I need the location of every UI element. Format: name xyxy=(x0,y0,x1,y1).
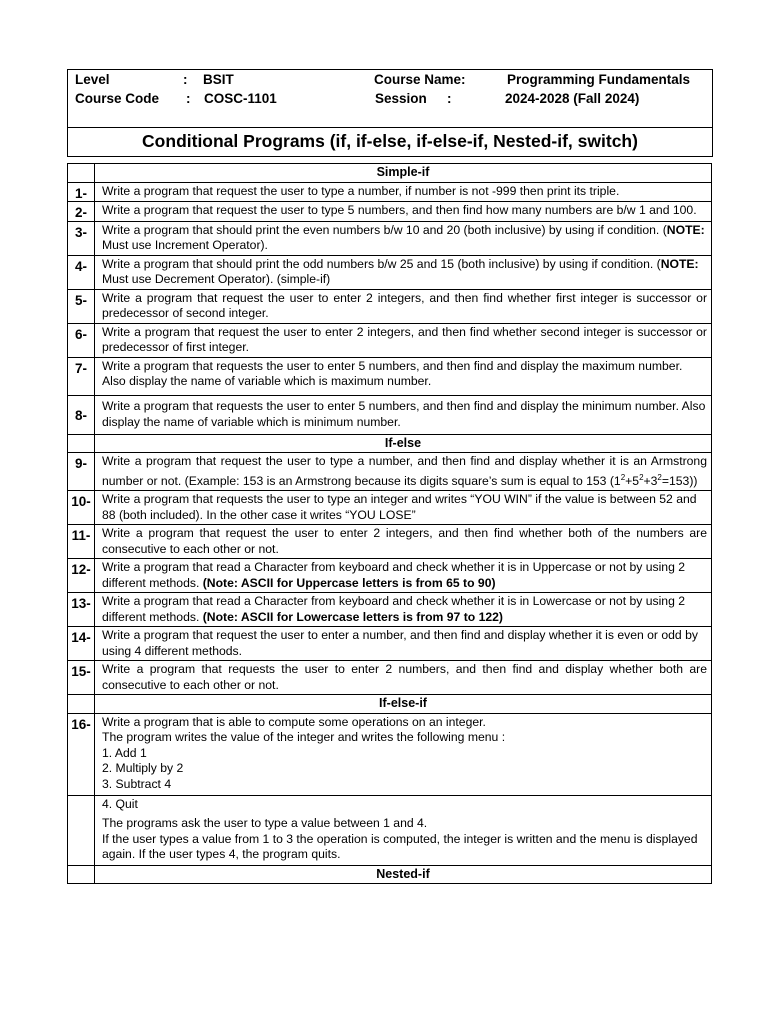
question-text: Write a program that request the user to type a number, if number is not -999 then print its triple. xyxy=(95,182,712,202)
question-row xyxy=(68,713,712,795)
menu-option: 2. Multiply by 2 xyxy=(102,761,184,776)
question-row xyxy=(68,559,712,593)
question-row xyxy=(68,202,712,222)
question-row xyxy=(68,357,712,395)
session-value: 2024-2028 (Fall 2024) xyxy=(505,91,640,106)
question-text-part: Must use Decrement Operator). (simple-if) xyxy=(102,272,331,286)
question-line: If the user types a value from 1 to 3 the operation is computed, the integer is written and the menu is displayed again. If the user types 4, the program quits. xyxy=(102,831,698,862)
course-header xyxy=(67,69,713,157)
course-code-label: Course Code xyxy=(75,91,160,106)
question-line: The programs ask the user to type a value between 1 and 4. xyxy=(102,816,428,831)
question-row xyxy=(68,221,712,255)
question-row xyxy=(68,255,712,289)
question-row xyxy=(68,661,712,695)
level-label: Level xyxy=(75,72,110,87)
question-line: The program writes the value of the integer and writes the following menu : xyxy=(102,730,506,745)
question-number: 13- xyxy=(68,593,95,627)
question-text: Write a program that request the user to enter 2 integers, and then find whether both of the numbers are consecutive to each other or not. xyxy=(95,525,712,559)
question-text-part: +3 xyxy=(643,473,658,488)
question-text: Write a program that requests the user to enter 2 numbers, and then find and display whether both are consecutive to each other or not. xyxy=(95,661,712,695)
question-text xyxy=(95,453,712,491)
question-text-part: Write a program that read a Character from keyboard and check whether it is in Uppercase or not by using 2 different methods. xyxy=(102,560,686,590)
section-if-else-if: If-else-if xyxy=(95,695,712,714)
question-text xyxy=(95,559,712,593)
session-colon: : xyxy=(447,91,452,106)
question-text: Write a program that requests the user to enter 5 numbers, and then find and display the maximum number. Also display the name of variable which is maximum number. xyxy=(95,357,712,395)
course-info xyxy=(68,70,712,128)
question-text: Write a program that requests the user to enter 5 numbers, and then find and display the minimum number. Also display the name of variable which is minimum number. xyxy=(95,395,712,434)
question-number: 15- xyxy=(68,661,95,695)
question-row xyxy=(68,627,712,661)
question-row xyxy=(68,491,712,525)
section-if-else: If-else xyxy=(95,434,712,453)
question-text-part: +5 xyxy=(625,473,640,488)
question-row xyxy=(68,453,712,491)
level-value: BSIT xyxy=(203,72,234,87)
question-number: 7- xyxy=(68,357,95,395)
question-text: Write a program that requests the user to type an integer and writes “YOU WIN” if the value is between 52 and 88 (both included). In the other case it writes “YOU LOSE” xyxy=(95,491,712,525)
question-text xyxy=(95,795,712,865)
question-text: Write a program that request the user to enter a number, and then find and display whether it is even or odd by using 4 different methods. xyxy=(95,627,712,661)
question-text-part: Must use Increment Operator). xyxy=(102,238,268,252)
question-text-part: Write a program that should print the even numbers b/w 10 and 20 (both inclusive) by using if condition. ( xyxy=(102,222,667,237)
question-text: Write a program that request the user to enter 2 integers, and then find whether first integer is successor or predecessor of second integer. xyxy=(95,289,712,323)
course-name-label: Course Name: xyxy=(374,72,466,87)
question-text xyxy=(95,221,712,255)
question-number: 1- xyxy=(68,182,95,202)
question-number: 12- xyxy=(68,559,95,593)
level-colon: : xyxy=(183,72,188,87)
note-label: NOTE: xyxy=(666,222,705,237)
question-row xyxy=(68,323,712,357)
note-label: (Note: ASCII for Lowercase letters is from 97 to 122) xyxy=(202,609,503,624)
session-label: Session xyxy=(375,91,427,106)
menu-option: 4. Quit xyxy=(102,796,138,811)
question-text: Write a program that request the user to enter 2 integers, and then find whether second integer is successor or predecessor of first integer. xyxy=(95,323,712,357)
note-label: (Note: ASCII for Uppercase letters is from 65 to 90) xyxy=(202,575,496,590)
question-row-continued xyxy=(68,795,712,865)
superscript: 2 xyxy=(657,472,662,482)
question-text xyxy=(95,255,712,289)
question-text-part: Write a program that read a Character from keyboard and check whether it is in Lowercase or not by using 2 different methods. xyxy=(102,594,686,624)
document-page xyxy=(67,69,712,157)
question-number: 6- xyxy=(68,323,95,357)
question-number: 10- xyxy=(68,491,95,525)
question-row xyxy=(68,395,712,434)
question-text: Write a program that request the user to type 5 numbers, and then find how many numbers are b/w 1 and 100. xyxy=(95,202,712,222)
menu-option: 3. Subtract 4 xyxy=(102,776,172,791)
question-text-part: Write a program that should print the odd numbers b/w 25 and 15 (both inclusive) by using if condition. ( xyxy=(102,256,661,271)
section-row xyxy=(68,695,712,714)
question-number: 9- xyxy=(68,453,95,491)
question-number: 5- xyxy=(68,289,95,323)
section-row xyxy=(68,434,712,453)
question-text xyxy=(95,713,712,795)
course-code-value: COSC-1101 xyxy=(204,91,277,106)
note-label: NOTE: xyxy=(660,256,699,271)
superscript: 2 xyxy=(639,472,644,482)
question-row xyxy=(68,525,712,559)
section-row xyxy=(68,865,712,884)
superscript: 2 xyxy=(620,472,626,482)
section-simple-if: Simple-if xyxy=(95,164,712,183)
question-row xyxy=(68,182,712,202)
question-text-part: Write a program that request the user to type a number, and then find and display whether it is an Armstrong number or not. (Example: 153 is an Armstrong because its digits square’s sum is equal to 153 (1 xyxy=(102,454,707,488)
question-line: Write a program that is able to compute some operations on an integer. xyxy=(102,714,486,729)
question-number: 16- xyxy=(68,713,95,795)
question-text xyxy=(95,593,712,627)
questions-table xyxy=(67,163,712,884)
question-number: 14- xyxy=(68,627,95,661)
course-code-colon: : xyxy=(186,91,191,106)
section-row xyxy=(68,164,712,183)
question-row xyxy=(68,289,712,323)
course-name-value: Programming Fundamentals xyxy=(507,72,691,87)
menu-option: 1. Add 1 xyxy=(102,745,147,760)
section-nested-if: Nested-if xyxy=(95,865,712,884)
question-number: 8- xyxy=(68,395,95,434)
question-number: 4- xyxy=(68,255,95,289)
page-title: Conditional Programs (if, if-else, if-else-if, Nested-if, switch) xyxy=(142,131,638,151)
question-row xyxy=(68,593,712,627)
question-number: 2- xyxy=(68,202,95,222)
question-number: 3- xyxy=(68,221,95,255)
question-number: 11- xyxy=(68,525,95,559)
question-text-part: =153)) xyxy=(661,473,698,488)
